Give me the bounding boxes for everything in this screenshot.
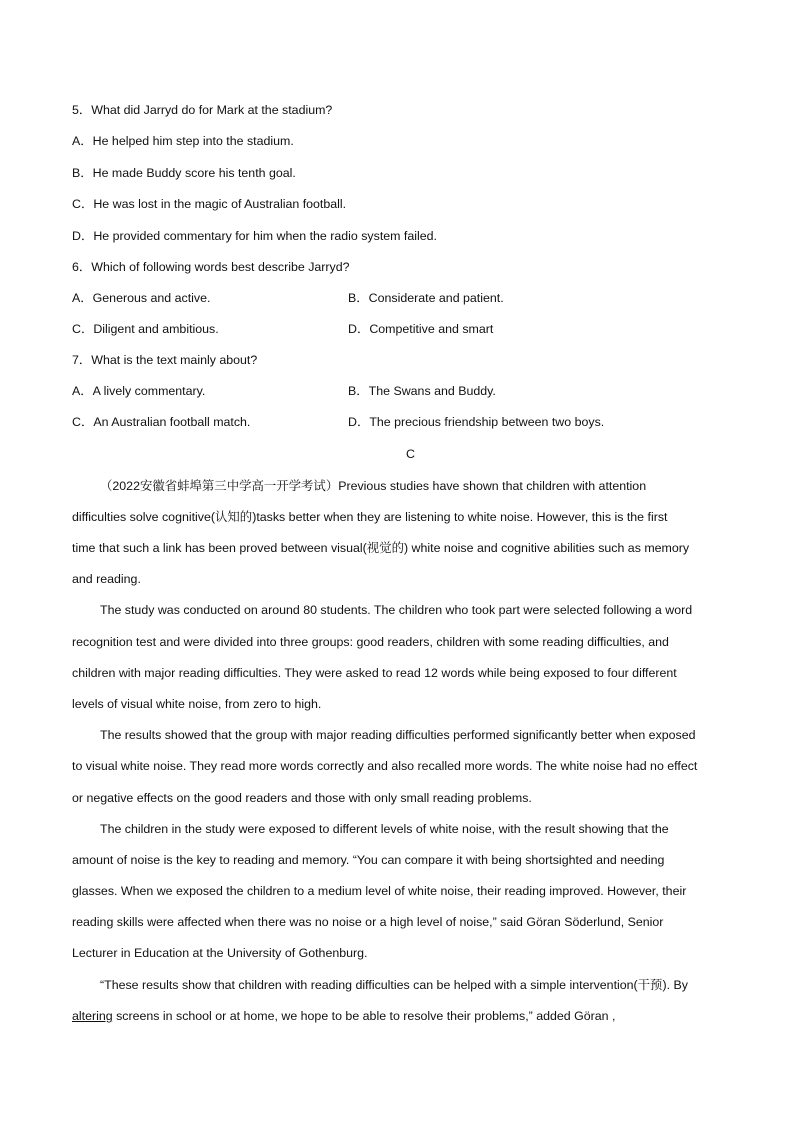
passage-line: recognition test and were divided into three groups: good readers, children with some reading difficulties, and [72,635,669,649]
question-5-stem: 5．What did Jarryd do for Mark at the stadium? [72,103,333,117]
question-5-option-a: A．He helped him step into the stadium. [72,134,294,148]
passage-line: time that such a link has been proved between visual(视觉的) white noise and cognitive abilities such as memory [72,541,690,555]
passage-line: reading skills were affected when there was no noise or a high level of noise,” said Göran Söderlund, Senior [72,915,664,929]
question-7-option-b: B．The Swans and Buddy. [348,384,496,398]
question-6-option-c: C．Diligent and ambitious. [72,322,219,336]
passage-line: levels of visual white noise, from zero to high. [72,697,322,711]
question-6-option-b: B．Considerate and patient. [348,291,504,305]
question-6-option-d: D．Competitive and smart [348,322,494,336]
passage-line: “These results show that children with reading difficulties can be helped with a simple intervention(干预). By [100,978,688,992]
question-7-option-d: D．The precious friendship between two boys. [348,415,605,429]
question-7-option-a: A．A lively commentary. [72,384,206,398]
passage-line-rest: screens in school or at home, we hope to be able to resolve their problems,” added Göran , [112,1009,616,1023]
passage-line-last [72,1008,615,1024]
passage-line: Lecturer in Education at the University of Gothenburg. [72,946,368,960]
passage-line: （2022安徽省蚌埠第三中学高一开学考试）Previous studies have shown that children with attention [100,479,647,493]
passage-line: The children in the study were exposed to different levels of white noise, with the result showing that the [100,822,669,836]
question-6-stem: 6．Which of following words best describe Jarryd? [72,260,350,274]
passage-line: to visual white noise. They read more words correctly and also recalled more words. The white noise had no effect [72,759,698,773]
question-7-option-c: C．An Australian football match. [72,415,251,429]
passage-line: difficulties solve cognitive(认知的)tasks better when they are listening to white noise. However, this is the first [72,510,668,524]
passage-line: glasses. When we exposed the children to a medium level of white noise, their reading improved. However, their [72,884,687,898]
passage-line: children with major reading difficulties. They were asked to read 12 words while being exposed to four different [72,666,677,680]
question-5-option-b: B．He made Buddy score his tenth goal. [72,166,296,180]
section-label: C [406,447,415,461]
passage-line: amount of noise is the key to reading and memory. “You can compare it with being shortsighted and needing [72,853,665,867]
passage-line: or negative effects on the good readers and those with only small reading problems. [72,791,532,805]
passage-line: The study was conducted on around 80 students. The children who took part were selected following a word [100,603,693,617]
question-5-option-c: C．He was lost in the magic of Australian football. [72,197,347,211]
question-7-stem: 7．What is the text mainly about? [72,353,258,367]
question-5-option-d: D．He provided commentary for him when the radio system failed. [72,229,437,243]
question-6-option-a: A．Generous and active. [72,291,211,305]
underlined-word: altering [72,1009,113,1023]
passage-line: and reading. [72,572,141,586]
passage-line: The results showed that the group with major reading difficulties performed significantly better when exposed [100,728,696,742]
